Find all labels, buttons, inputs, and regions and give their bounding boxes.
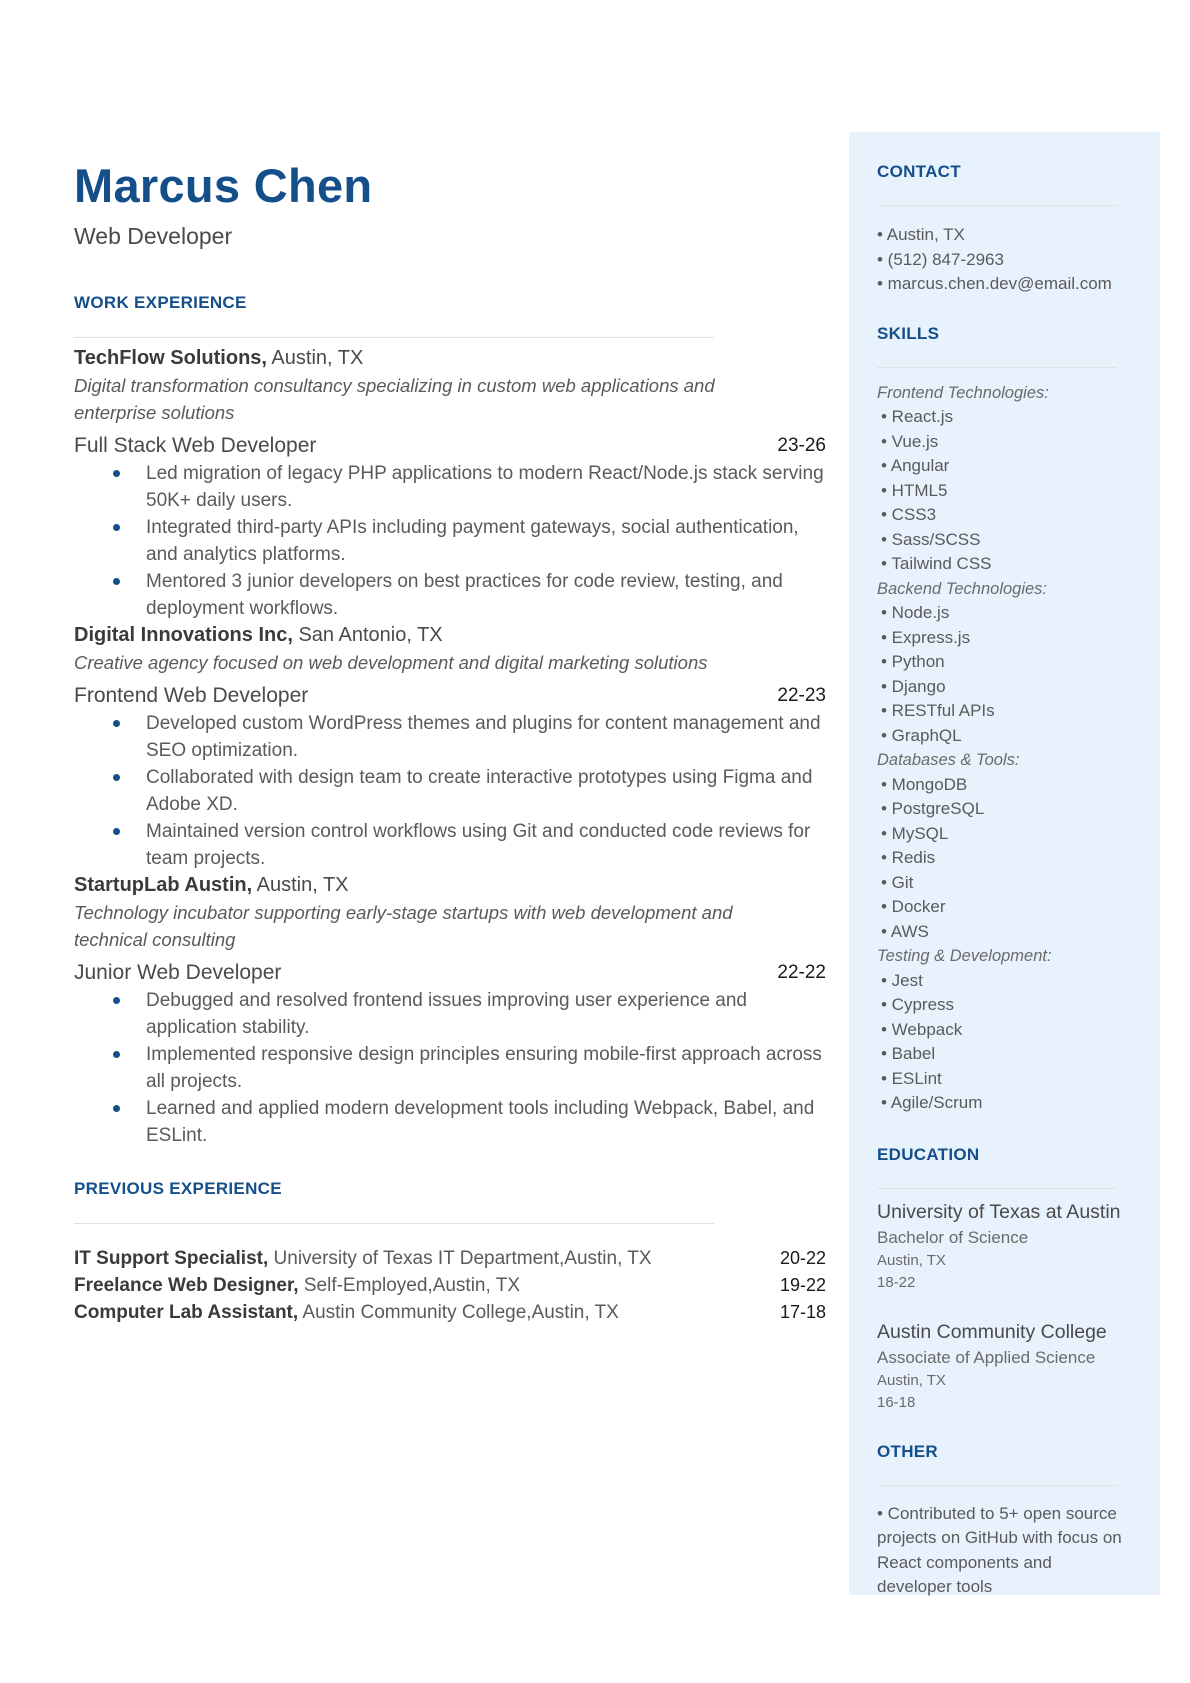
- education-entry: [877, 1319, 1137, 1414]
- job-bullets: [110, 987, 826, 1149]
- skill-item: • RESTful APIs: [881, 701, 995, 720]
- company-description: Technology incubator supporting early-stage startups with web development and technical consulting: [74, 902, 733, 950]
- role-row: [74, 682, 826, 710]
- role-row: [74, 432, 826, 460]
- bullet-item: Led migration of legacy PHP applications to modern React/Node.js stack serving 50K+ daily users.: [110, 460, 826, 514]
- previous-role: Computer Lab Assistant,: [74, 1302, 299, 1323]
- degree: Bachelor of Science: [877, 1227, 1029, 1247]
- skills-list: [877, 381, 1137, 1116]
- education-entry: [877, 1199, 1137, 1294]
- skill-item: • PostgreSQL: [881, 799, 985, 818]
- skill-item: • Redis: [881, 848, 936, 867]
- previous-list: [74, 1245, 826, 1326]
- section-divider: [877, 367, 1117, 368]
- other-item: • Contributed to 5+ open source projects on GitHub with focus on React components and developer tools: [877, 1503, 1122, 1596]
- skill-item: • GraphQL: [881, 725, 962, 745]
- previous-dates: 20-22: [779, 1248, 826, 1268]
- degree: Associate of Applied Science: [877, 1347, 1096, 1367]
- skills-heading: SKILLS: [877, 323, 940, 343]
- role-row: [74, 959, 826, 987]
- skill-item: • Git: [881, 872, 914, 892]
- education-heading: EDUCATION: [877, 1144, 980, 1164]
- skill-item: • Node.js: [881, 603, 950, 622]
- previous-item: [74, 1272, 826, 1299]
- job-dates: 22-23: [777, 685, 826, 706]
- section-divider: [74, 337, 714, 338]
- skill-item: • Sass/SCSS: [881, 529, 981, 549]
- skill-item: • Cypress: [881, 995, 955, 1014]
- skill-item: • Express.js: [881, 627, 971, 647]
- skill-item: • CSS3: [881, 505, 937, 524]
- previous-place: Austin Community College,Austin, TX: [298, 1302, 619, 1323]
- candidate-title: Web Developer: [74, 223, 233, 249]
- main-column: [74, 158, 826, 1326]
- job-bullets: [110, 710, 826, 872]
- job-role: Full Stack Web Developer: [74, 434, 317, 457]
- school-dates: 18-22: [877, 1273, 916, 1291]
- job-dates: 22-22: [777, 962, 826, 983]
- job-entry: [74, 622, 826, 872]
- bullet-item: Implemented responsive design principles ensuring mobile-first approach across all projects.: [110, 1041, 826, 1095]
- school-location: Austin, TX: [877, 1251, 946, 1269]
- previous-role: IT Support Specialist,: [74, 1248, 269, 1269]
- skill-category: Frontend Technologies:: [877, 383, 1049, 402]
- skill-item: • Tailwind CSS: [881, 554, 992, 573]
- contact-location: • Austin, TX: [877, 225, 965, 244]
- school-name: Austin Community College: [877, 1320, 1107, 1343]
- skill-item: • React.js: [881, 407, 954, 426]
- company-line: [74, 622, 826, 649]
- previous-item: [74, 1245, 826, 1272]
- skill-item: • AWS: [881, 921, 929, 941]
- sidebar-content: [877, 162, 1137, 1600]
- job-role: Frontend Web Developer: [74, 684, 309, 707]
- company-line: [74, 345, 826, 372]
- school-location: Austin, TX: [877, 1371, 946, 1389]
- company-location: San Antonio, TX: [292, 624, 443, 646]
- contact-phone: • (512) 847-2963: [877, 249, 1004, 269]
- school-name: University of Texas at Austin: [877, 1200, 1121, 1223]
- bullet-item: Collaborated with design team to create interactive prototypes using Figma and Adobe XD.: [110, 764, 826, 818]
- company-name: StartupLab Austin,: [74, 874, 253, 896]
- bullet-item: Developed custom WordPress themes and plugins for content management and SEO optimization.: [110, 710, 826, 764]
- skill-item: • Angular: [881, 456, 950, 475]
- company-description: Digital transformation consultancy specializing in custom web applications and enterprise solutions: [74, 375, 715, 423]
- section-divider: [74, 1223, 714, 1224]
- skill-category: Databases & Tools:: [877, 751, 1020, 769]
- previous-dates: 19-22: [779, 1275, 826, 1295]
- section-divider: [877, 1485, 1117, 1486]
- company-description: Creative agency focused on web development and digital marketing solutions: [74, 652, 708, 673]
- skill-item: • Webpack: [881, 1019, 963, 1039]
- bullet-item: Integrated third-party APIs including payment gateways, social authentication, and analytics platforms.: [110, 514, 826, 568]
- previous-place: University of Texas IT Department,Austin, TX: [268, 1248, 652, 1269]
- skill-item: • ESLint: [881, 1068, 942, 1088]
- skill-item: • Babel: [881, 1044, 936, 1063]
- company-location: Austin, TX: [252, 874, 349, 896]
- previous-experience-heading: PREVIOUS EXPERIENCE: [74, 1179, 282, 1198]
- skill-item: • MySQL: [881, 823, 949, 843]
- contact-list: [877, 223, 1137, 297]
- skill-item: • HTML5: [881, 480, 948, 500]
- skill-item: • MongoDB: [881, 774, 968, 794]
- job-bullets: [110, 460, 826, 622]
- other-heading: OTHER: [877, 1441, 938, 1461]
- skill-item: • Django: [881, 676, 946, 696]
- job-entry: [74, 872, 826, 1149]
- skill-item: • Python: [881, 652, 945, 671]
- bullet-item: Mentored 3 junior developers on best practices for code review, testing, and deployment workflows.: [110, 568, 826, 622]
- company-name: Digital Innovations Inc,: [74, 624, 293, 646]
- school-dates: 16-18: [877, 1393, 916, 1411]
- work-experience-heading: WORK EXPERIENCE: [74, 293, 247, 312]
- skill-category: Backend Technologies:: [877, 579, 1048, 598]
- previous-item: [74, 1299, 826, 1326]
- candidate-name: Marcus Chen: [74, 159, 373, 212]
- company-line: [74, 872, 826, 899]
- job-role: Junior Web Developer: [74, 961, 282, 984]
- company-location: Austin, TX: [266, 347, 364, 369]
- skill-item: • Vue.js: [881, 431, 939, 451]
- sidebar: [849, 132, 1160, 1595]
- skill-item: • Jest: [881, 970, 923, 990]
- previous-place: Self-Employed,Austin, TX: [298, 1275, 520, 1296]
- skill-item: • Agile/Scrum: [881, 1093, 983, 1112]
- job-dates: 23-26: [777, 435, 826, 456]
- contact-heading: CONTACT: [877, 162, 961, 181]
- previous-role: Freelance Web Designer,: [74, 1275, 299, 1296]
- section-divider: [877, 205, 1117, 206]
- skill-item: • Docker: [881, 897, 946, 916]
- section-divider: [877, 1188, 1117, 1189]
- bullet-item: Debugged and resolved frontend issues improving user experience and application stability.: [110, 987, 826, 1041]
- skill-category: Testing & Development:: [877, 947, 1052, 965]
- contact-email: • marcus.chen.dev@email.com: [877, 274, 1112, 293]
- bullet-item: Learned and applied modern development tools including Webpack, Babel, and ESLint.: [110, 1095, 826, 1149]
- bullet-item: Maintained version control workflows using Git and conducted code reviews for team projects.: [110, 818, 826, 872]
- previous-dates: 17-18: [779, 1302, 826, 1322]
- company-name: TechFlow Solutions,: [74, 347, 267, 369]
- job-entry: [74, 345, 826, 622]
